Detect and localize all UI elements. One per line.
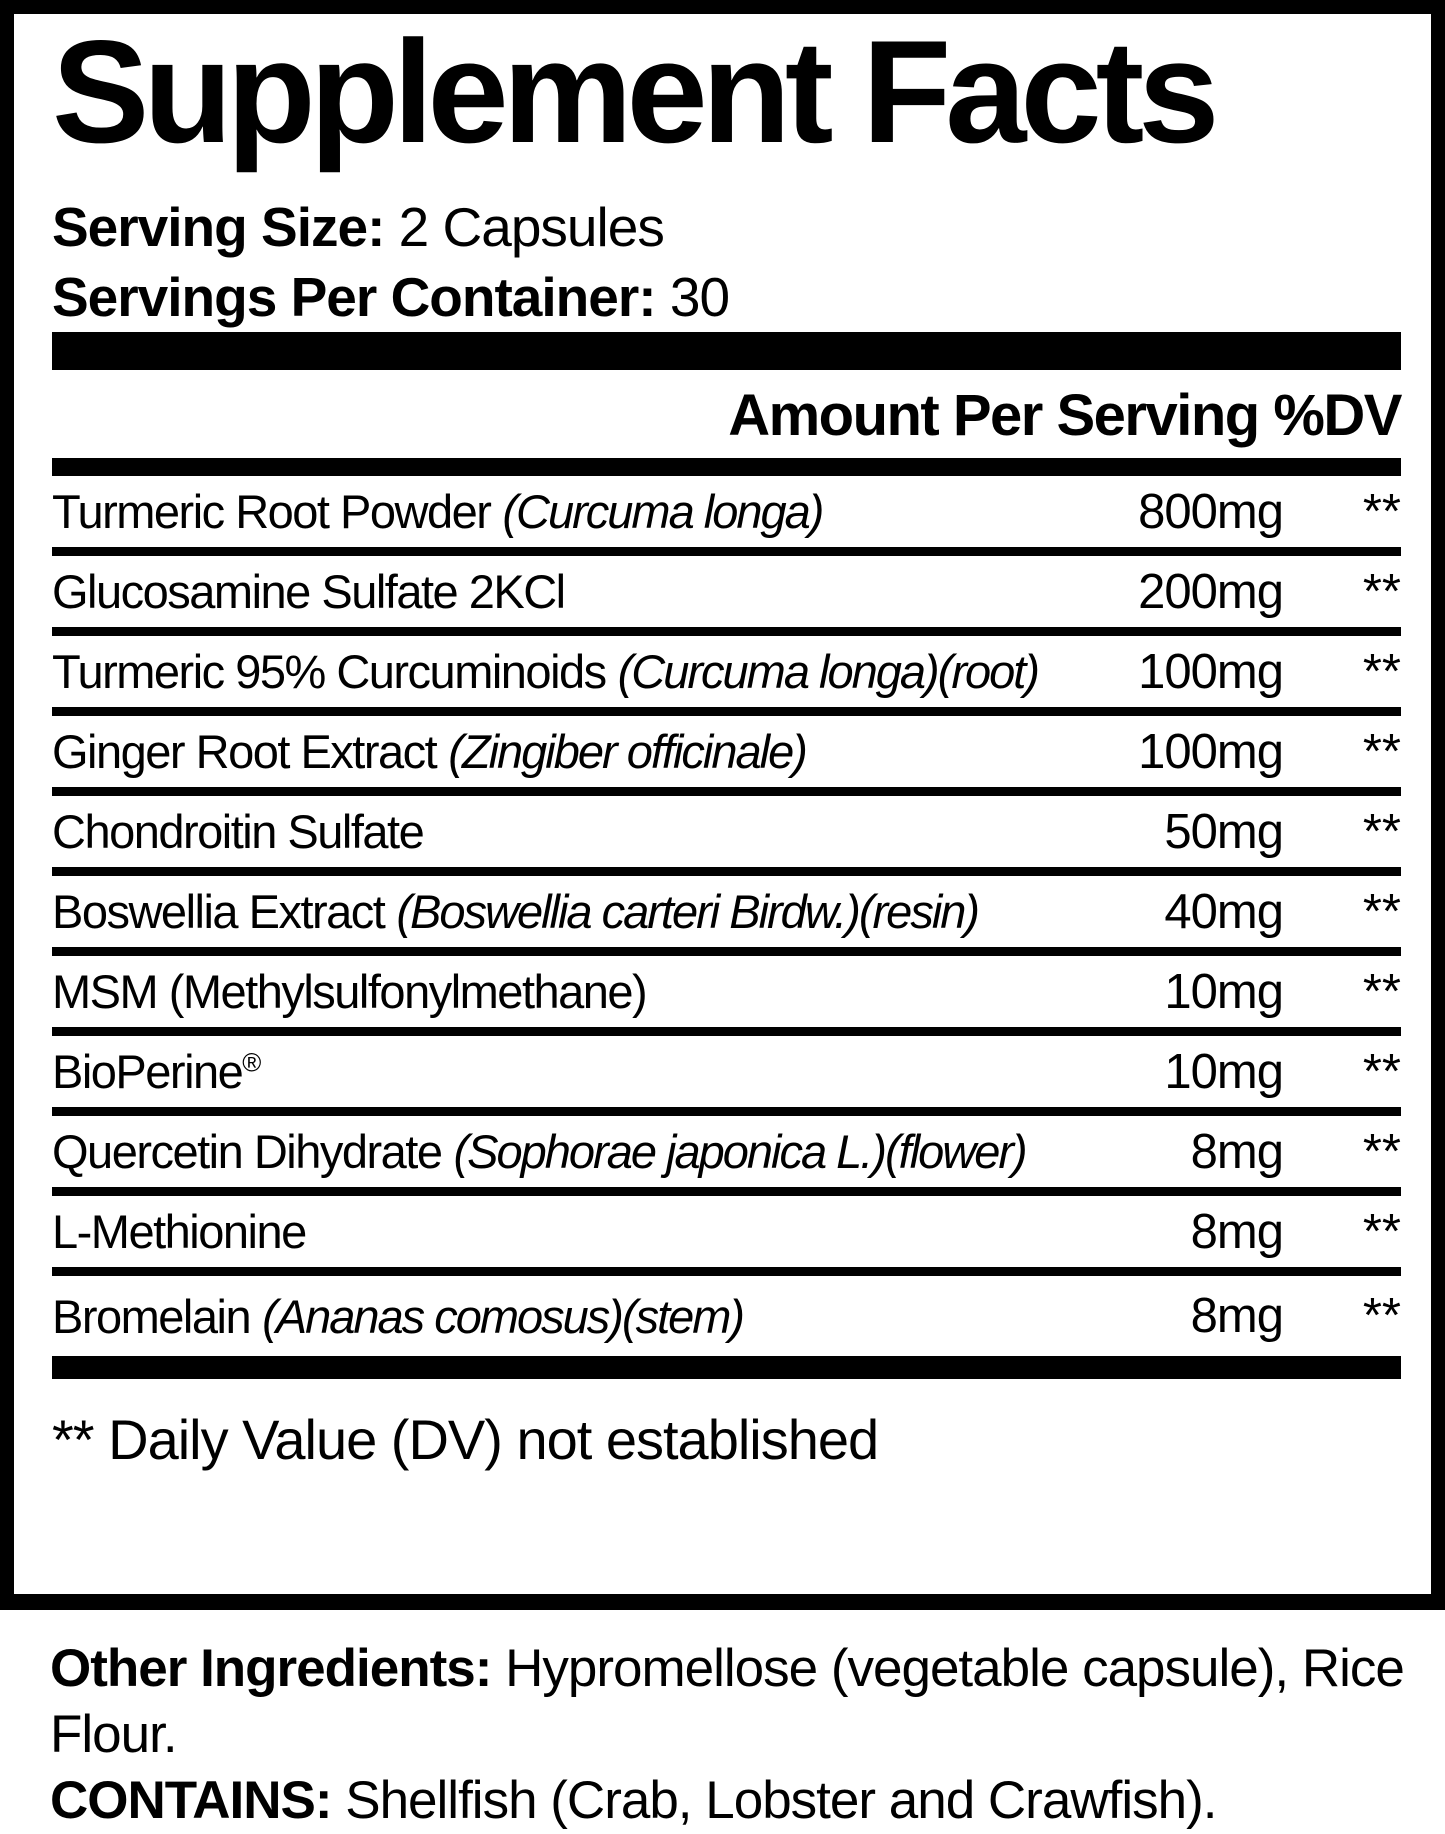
ingredient-dv: ** [1362,884,1401,939]
ingredient-name: Ginger Root Extract [52,725,437,778]
table-row [52,1036,1401,1116]
table-row [52,956,1401,1036]
ingredient-name: L-Methionine [52,1205,306,1258]
ingredient-name-cell [52,1044,1068,1099]
ingredient-dv: ** [1362,484,1401,539]
ingredient-dv: ** [1362,1124,1401,1179]
ingredient-amount: 8mg [1190,1124,1283,1179]
ingredient-name: MSM (Methylsulfonylmethane) [52,965,647,1018]
table-row [52,876,1401,956]
other-ingredients-text: Hypromellose (vegetable capsule), Rice Flour. [50,1639,1404,1764]
registered-mark: ® [242,1049,260,1078]
other-ingredients-label: Other Ingredients: [50,1639,492,1698]
other-ingredients-section [50,1636,1415,1834]
ingredient-latin-name: (Curcuma longa) [502,485,823,538]
ingredient-name: Chondroitin Sulfate [52,805,424,858]
ingredient-name-cell [52,644,1068,699]
ingredient-latin-name: (Curcuma longa)(root) [617,645,1038,698]
table-row [52,1196,1401,1276]
ingredient-dv: ** [1362,1289,1401,1343]
servings-per-container-value: 30 [669,266,730,328]
ingredient-name: Boswellia Extract [52,885,385,938]
ingredient-name: Turmeric Root Powder [52,485,491,538]
ingredient-dv: ** [1362,644,1401,699]
ingredient-name-cell [52,804,1068,859]
ingredient-amount: 8mg [1190,1204,1283,1259]
contains-label: CONTAINS: [50,1771,332,1830]
contains-text: Shellfish (Crab, Lobster and Crawfish). [331,1771,1217,1830]
servings-per-container-line [52,262,1401,332]
amount-per-serving-header: Amount Per Serving %DV [728,383,1401,448]
serving-size-label: Serving Size: [52,196,385,258]
ingredient-amount: 10mg [1164,964,1283,1019]
table-row [52,476,1401,556]
table-row [52,716,1401,796]
ingredient-name: BioPerine® [52,1045,260,1098]
ingredient-latin-name: (Sophorae japonica L.)(flower) [453,1125,1026,1178]
ingredient-name-cell [52,964,1068,1019]
ingredient-name: Turmeric 95% Curcuminoids [52,645,606,698]
serving-size-value: 2 Capsules [398,196,664,258]
ingredient-name-cell [52,1289,1068,1344]
serving-info [52,192,1401,332]
panel-title: Supplement Facts [52,10,1214,173]
ingredient-amount: 50mg [1164,804,1283,859]
ingredient-name-cell [52,484,1068,539]
ingredient-dv: ** [1362,964,1401,1019]
divider-header [52,458,1401,476]
ingredient-latin-name: (Zingiber officinale) [448,725,806,778]
table-row [52,636,1401,716]
ingredient-name-cell [52,1204,1068,1259]
ingredient-amount: 200mg [1138,564,1283,619]
ingredient-dv: ** [1362,564,1401,619]
ingredient-dv: ** [1362,1204,1401,1259]
ingredient-dv: ** [1362,804,1401,859]
serving-size-line [52,192,1401,262]
ingredient-name-cell [52,884,1068,939]
ingredient-amount: 8mg [1190,1289,1283,1343]
ingredient-latin-name: (Ananas comosus)(stem) [262,1289,744,1343]
ingredient-name-cell [52,724,1068,779]
ingredient-name-cell [52,1124,1068,1179]
table-row [52,796,1401,876]
ingredient-amount: 100mg [1138,644,1283,699]
servings-per-container-label: Servings Per Container: [52,266,656,328]
divider-footnote [52,1356,1401,1379]
divider-top-heavy [52,332,1401,370]
ingredient-amount: 10mg [1164,1044,1283,1099]
table-row [52,556,1401,636]
ingredient-name: Bromelain [52,1289,251,1343]
ingredient-dv: ** [1362,1044,1401,1099]
ingredient-dv: ** [1362,724,1401,779]
ingredient-amount: 800mg [1138,484,1283,539]
ingredient-name: Glucosamine Sulfate 2KCl [52,565,565,618]
table-row [52,1276,1401,1356]
ingredient-amount: 40mg [1164,884,1283,939]
table-row [52,1116,1401,1196]
ingredient-name-cell [52,564,1068,619]
dv-footnote: ** Daily Value (DV) not established [52,1408,879,1471]
ingredient-amount: 100mg [1138,724,1283,779]
ingredient-table [52,476,1401,1356]
ingredient-latin-name: (Boswellia carteri Birdw.)(resin) [396,885,979,938]
ingredient-name: Quercetin Dihydrate [52,1125,442,1178]
